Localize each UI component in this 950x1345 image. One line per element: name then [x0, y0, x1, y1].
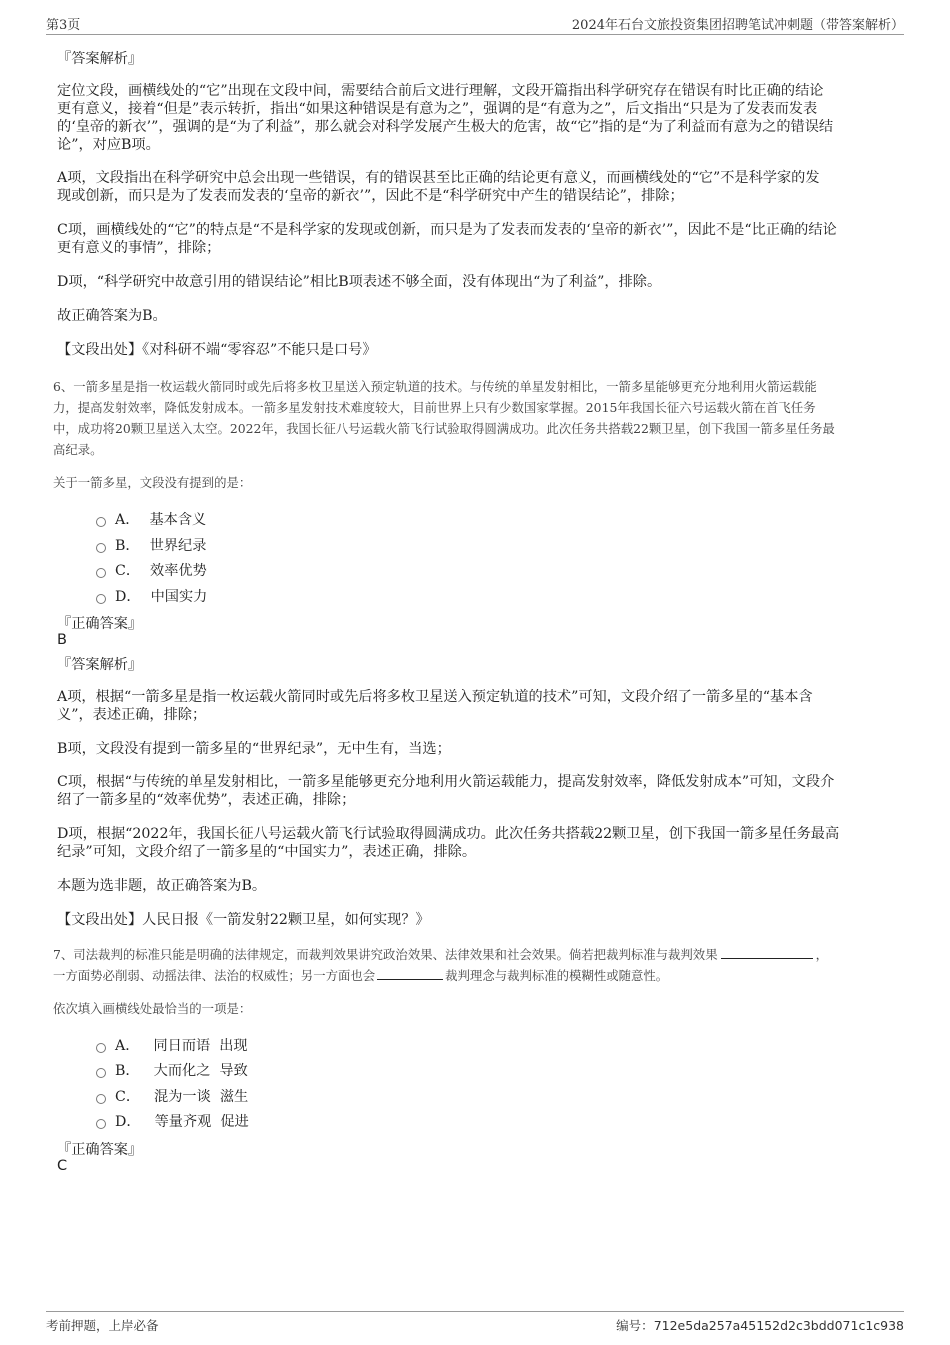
q6-option-a[interactable]: [96, 509, 206, 529]
radio-icon[interactable]: [96, 594, 106, 604]
code-value: 712e5da257a45152d2c3bdd071c1c938: [653, 1318, 904, 1333]
code-label: 编号：: [616, 1318, 654, 1333]
q5-analysis-intro: [57, 82, 895, 154]
q6-analysis-label: 『答案解析』: [57, 657, 143, 673]
radio-icon[interactable]: [96, 1094, 106, 1104]
q7-stem: 7、司法裁判的标准只能是明确的法律规定，而裁判效果讲究政治效果、法律效果和社会效果。倘若把裁判标准与裁判效果 ， 一方面势必削弱、动摇法律、法治的权威性；另一方面也会 裁判理念与裁判标准的模糊性或随意性。: [53, 947, 828, 983]
q6-source: 【文段出处】人民日报《一箭发射22颗卫星，如何实现？》: [57, 912, 430, 928]
page-number: 第3页: [46, 18, 81, 33]
q5-conclusion: 故正确答案为B。: [57, 308, 167, 324]
q5-analysis-c: [57, 221, 895, 257]
q7-answer-label: 『正确答案』: [57, 1142, 143, 1158]
q5-source: 【文段出处】《对科研不端“零容忍”不能只是口号》: [57, 342, 377, 358]
document-code: [616, 1316, 904, 1334]
document-title: 2024年石台文旅投资集团招聘笔试冲刺题（带答案解析）: [571, 18, 904, 33]
text-line: 高纪录。: [53, 442, 103, 457]
q6-stem: [53, 376, 898, 460]
text-line: 现或创新，而只是为了发表而发表的‘皇帝的新衣’”，因此不是“科学研究中产生的错误结论”，排除；: [57, 188, 684, 204]
option-text: 同日而语 出现: [153, 1038, 248, 1054]
text-line: C项，根据“与传统的单星发射相比，一箭多星能够更充分地利用火箭运载能力，提高发射效率，降低发射成本”可知，文段介: [57, 774, 835, 790]
text-segment: 裁判理念与裁判标准的模糊性或随意性。: [445, 968, 669, 983]
text-segment: 一方面势必削弱、动摇法律、法治的权威性；另一方面也会: [53, 968, 376, 983]
q6-conclusion: 本题为选非题，故正确答案为B。: [57, 878, 267, 894]
text-line: 绍了一箭多星的“效率优势”，表述正确，排除；: [57, 792, 356, 808]
option-text: 基本含义: [149, 512, 207, 528]
option-letter: A．: [115, 1038, 140, 1054]
option-letter: B．: [115, 538, 140, 554]
text-line: 6、一箭多星是指一枚运载火箭同时或先后将多枚卫星送入预定轨道的技术。与传统的单星发射相比，一箭多星能够更充分地利用火箭运载能: [53, 379, 817, 394]
option-letter: C．: [115, 1089, 141, 1105]
q7-option-b[interactable]: [96, 1060, 248, 1080]
text-line: 更有意义的事情”，排除；: [57, 240, 221, 256]
text-line: D项，根据“2022年，我国长征八号运载火箭飞行试验取得圆满成功。此次任务共搭载22颗卫星，创下我国一箭多星任务最高: [57, 826, 840, 842]
radio-icon[interactable]: [96, 568, 106, 578]
option-letter: D．: [115, 589, 141, 605]
text-line: 中，成功将20颗卫星送入太空。2022年，我国长征八号运载火箭飞行试验取得圆满成功。此次任务共搭载22颗卫星，创下我国一箭多星任务最: [53, 421, 835, 436]
q6-analysis-b: B项，文段没有提到一箭多星的“世界纪录”，无中生有，当选；: [57, 741, 451, 757]
radio-icon[interactable]: [96, 1119, 106, 1129]
q6-option-d[interactable]: [96, 586, 207, 606]
text-line: D项，“科学研究中故意引用的错误结论”相比B项表述不够全面，没有体现出“为了利益”，排除。: [57, 274, 662, 290]
option-letter: A．: [115, 512, 140, 528]
fill-blank-2: [377, 967, 443, 980]
text-line: C项，画横线处的“它”的特点是“不是科学家的发现或创新，而只是为了发表而发表的‘皇帝的新衣’”，因此不是“比正确的结论: [57, 222, 837, 238]
option-text: 世界纪录: [149, 538, 207, 554]
option-text: 大而化之 导致: [153, 1063, 248, 1079]
text-line: 定位文段，画横线处的“它”出现在文段中间，需要结合前后文进行理解，文段开篇指出科学研究存在错误有时比正确的结论: [57, 83, 824, 99]
q6-analysis-d: [57, 825, 895, 861]
option-text: 混为一谈 滋生: [154, 1089, 249, 1105]
text-line: 的‘皇帝的新衣’”，强调的是“为了利益”，那么就会对科学发展产生极大的危害，故“它”指的是“为了利益而有意为之的错误结: [57, 119, 834, 135]
text-line: 更有意义，接着“但是”表示转折，指出“如果这种错误是有意为之”，强调的是“有意为之”，后文指出“只是为了发表而发表: [57, 101, 818, 117]
q6-option-b[interactable]: [96, 535, 206, 555]
q7-option-a[interactable]: [96, 1035, 248, 1055]
q5-analysis-a: [57, 169, 895, 205]
footer-slogan: 考前押题，上岸必备: [46, 1318, 159, 1333]
q6-analysis-a: [57, 688, 895, 724]
q7-option-d[interactable]: [96, 1111, 249, 1131]
q6-prompt: 关于一箭多星，文段没有提到的是：: [53, 475, 252, 490]
option-text: 等量齐观 促进: [154, 1114, 249, 1130]
text-line: 义”，表述正确，排除；: [57, 707, 207, 723]
q5-analysis-d: [57, 273, 895, 291]
q7-answer: C: [57, 1158, 68, 1174]
q6-analysis-c: [57, 773, 895, 809]
option-letter: B．: [115, 1063, 140, 1079]
radio-icon[interactable]: [96, 1068, 106, 1078]
option-text: 效率优势: [150, 563, 207, 579]
text-segment: 7、司法裁判的标准只能是明确的法律规定，而裁判效果讲究政治效果、法律效果和社会效果。倘若把裁判标准与裁判效果: [53, 947, 718, 962]
q6-answer: B: [57, 632, 67, 648]
radio-icon[interactable]: [96, 517, 106, 527]
q7-prompt: 依次填入画横线处最恰当的一项是：: [53, 1001, 252, 1016]
text-line: A项，文段指出在科学研究中总会出现一些错误，有的错误甚至比正确的结论更有意义，而画横线处的“它”不是科学家的发: [57, 170, 820, 186]
page-header: [46, 14, 904, 35]
radio-icon[interactable]: [96, 1043, 106, 1053]
radio-icon[interactable]: [96, 543, 106, 553]
q5-analysis-label: 『答案解析』: [57, 51, 143, 67]
page-footer: [46, 1311, 904, 1334]
option-letter: C．: [115, 563, 141, 579]
option-letter: D．: [115, 1114, 141, 1130]
q6-answer-label: 『正确答案』: [57, 616, 143, 632]
text-line: 论”，对应B项。: [57, 137, 160, 153]
text-line: 纪录”可知，文段介绍了一箭多星的“中国实力”，表述正确，排除。: [57, 844, 477, 860]
fill-blank-1: [721, 946, 813, 959]
q6-option-c[interactable]: [96, 560, 207, 580]
option-text: 中国实力: [150, 589, 208, 605]
text-line: A项，根据“一箭多星是指一枚运载火箭同时或先后将多枚卫星送入预定轨道的技术”可知，文段介绍了一箭多星的“基本含: [57, 689, 813, 705]
q7-option-c[interactable]: [96, 1086, 248, 1106]
text-line: 力，提高发射效率，降低发射成本。一箭多星发射技术难度较大，目前世界上只有少数国家掌握。2015年我国长征六号运载火箭在首飞任务: [53, 400, 816, 415]
